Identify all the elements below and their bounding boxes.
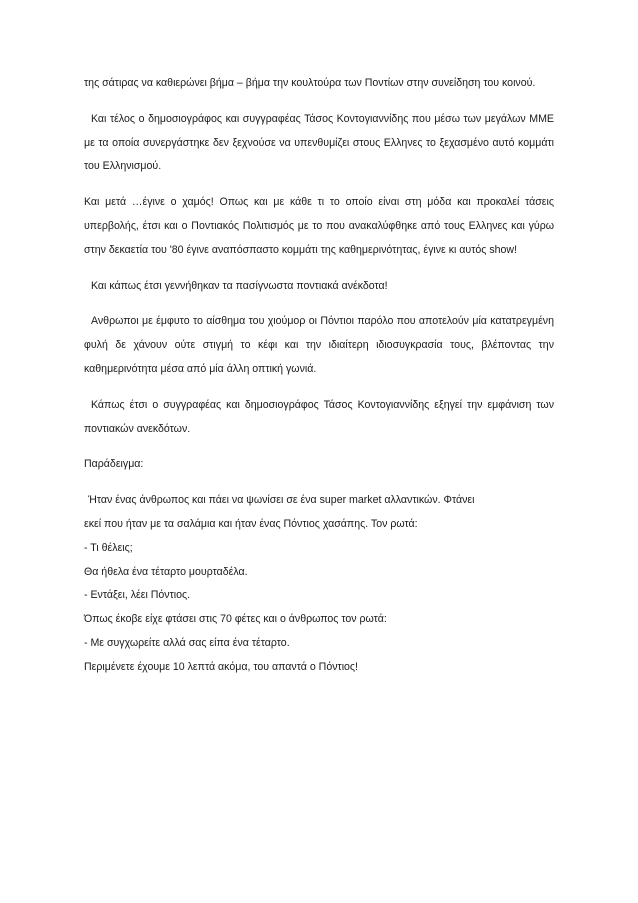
example-line: εκεί που ήταν με τα σαλάμια και ήταν ένας Πόντιος χασάπης. Τον ρωτά: [84,517,418,530]
example-line: Ήταν ένας άνθρωπος και πάει να ψωνίσει σε ένα super market αλλαντικών. Φτάνει [88,494,475,507]
example-line: - Με συγχωρείτε αλλά σας είπα ένα τέταρτο. [84,636,290,649]
paragraph-6: Κάπως έτσι ο συγγραφέας και δημοσιογράφος Τάσος Κοντογιαννίδης εξηγεί την εμφάνιση των ποντιακών ανεκδότων. [84,398,554,435]
example-line: - Εντάξει, λέει Πόντιος. [84,589,191,602]
example-heading: Παράδειγμα: [84,458,144,471]
example-line: Όπως έκοβε είχε φτάσει στις 70 φέτες και ο άνθρωπος τον ρωτά: [84,613,387,626]
example-block [84,489,554,679]
example-line: Περιμένετε έχουμε 10 λεπτά ακόμα, του απαντά ο Πόντιος! [84,660,358,673]
paragraph-5: Ανθρωποι με έμφυτο το αίσθημα του χιούμορ οι Πόντιοι παρόλο που αποτελούν μία κατατρεγμένη φυλή δε χάνουν ούτε στιγμή το κέφι και την ιδιαίτερη ιδιοσυγκρασία τους, βλέποντας την καθημερινότητα μέσα από μία άλλη οπτική γωνιά. [84,315,554,375]
document-body [84,72,554,680]
example-line: Θα ήθελα ένα τέταρτο μουρταδέλα. [84,565,248,578]
paragraph-1: της σάτιρας να καθιερώνει βήμα – βήμα την κουλτούρα των Ποντίων στην συνείδηση του κοινού. [84,77,536,89]
paragraph-4: Και κάπως έτσι γεννήθηκαν τα πασίγνωστα ποντιακά ανέκδοτα! [91,279,388,292]
example-line: - Τι θέλεις; [84,541,133,554]
paragraph-2: Και τέλος ο δημοσιογράφος και συγγραφέας Τάσος Κοντογιαννίδης που μέσω των μεγάλων ΜΜΕ με τα οποία συνεργάστηκε δεν ξεχνούσε να υπενθυμίζει στους Ελληνες το ξεχασμένο αυτό κομμάτι του Ελληνισμού. [84,112,554,173]
paragraph-3: Και μετά …έγινε ο χαμός! Οπως και με κάθε τι το οποίο είναι στη μόδα και προκαλεί τάσεις υπερβολής, έτσι και ο Ποντιακός Πολιτισμός με το που ανακαλύφθηκε από τους Ελληνες και γύρω στην δεκαετία του '80 έγινε αναπόσπαστο κομμάτι της καθημερινότητας, έγινε κι αυτός show! [84,196,554,256]
